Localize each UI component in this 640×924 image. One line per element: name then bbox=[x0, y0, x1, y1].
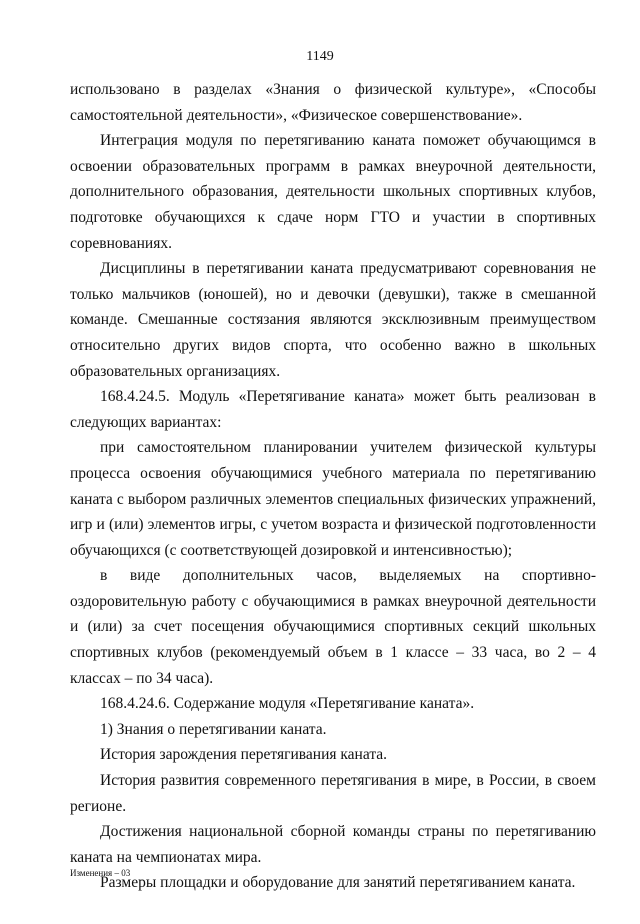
paragraph-disciplines: Дисциплины в перетягивании каната предусматривают соревнования не только мальчиков (юношей), но и девочки (девушки), также в смешанной команде. Смешанные состязания являются эксклюзивным преимуществом относительно других видов спорта, что особенно важно в школьных образовательных организациях. bbox=[70, 260, 596, 380]
page-number: 1149 bbox=[306, 49, 334, 64]
paragraph-origin-history: История зарождения перетягивания каната. bbox=[100, 746, 388, 764]
paragraph-section-168-4-24-6: 168.4.24.6. Содержание модуля «Перетягивание каната». bbox=[100, 695, 475, 713]
paragraph-variant-2: в виде дополнительных часов, выделяемых на спортивно-оздоровительную работу с обучающимися в рамках внеурочной деятельности и (или) за счет посещения обучающимися спортивных секций школьных спортивных клубов (рекомендуемый объем в 1 классе – 33 часа, во 2 – 4 классах – по 34 часа). bbox=[70, 567, 596, 687]
paragraph-variant-1: при самостоятельном планировании учителем физической культуры процесса освоения обучающимися учебного материала по перетягиванию каната с выбором различных элементов специальных физических упражнений, игр и (или) элементов игры, с учетом возраста и физической подготовленности обучающихся (с соответствующей дозировкой и интенсивностью); bbox=[70, 439, 596, 559]
paragraph-equipment: Размеры площадки и оборудование для занятий перетягиванием каната. bbox=[100, 874, 576, 892]
paragraph-development-history: История развития современного перетягивания в мире, в России, в своем регионе. bbox=[70, 772, 596, 815]
paragraph-knowledge-heading: 1) Знания о перетягивании каната. bbox=[100, 720, 327, 738]
footer-revision-note: Изменения – 03 bbox=[70, 868, 131, 878]
paragraph-integration: Интеграция модуля по перетягиванию каната поможет обучающимся в освоении образовательных программ в рамках внеурочной деятельности, дополнительного образования, деятельности школьных спортивных клубов, подготовке обучающихся к сдаче норм ГТО и участии в спортивных соревнованиях. bbox=[70, 132, 596, 252]
paragraph-section-168-4-24-5: 168.4.24.5. Модуль «Перетягивание каната» может быть реализован в следующих вариантах: bbox=[70, 388, 596, 431]
paragraph-continuation: использовано в разделах «Знания о физической культуре», «Способы самостоятельной деятельности», «Физическое совершенствование». bbox=[70, 81, 596, 124]
paragraph-achievements: Достижения национальной сборной команды страны по перетягиванию каната на чемпионатах мира. bbox=[70, 823, 596, 866]
page-body bbox=[70, 77, 596, 896]
